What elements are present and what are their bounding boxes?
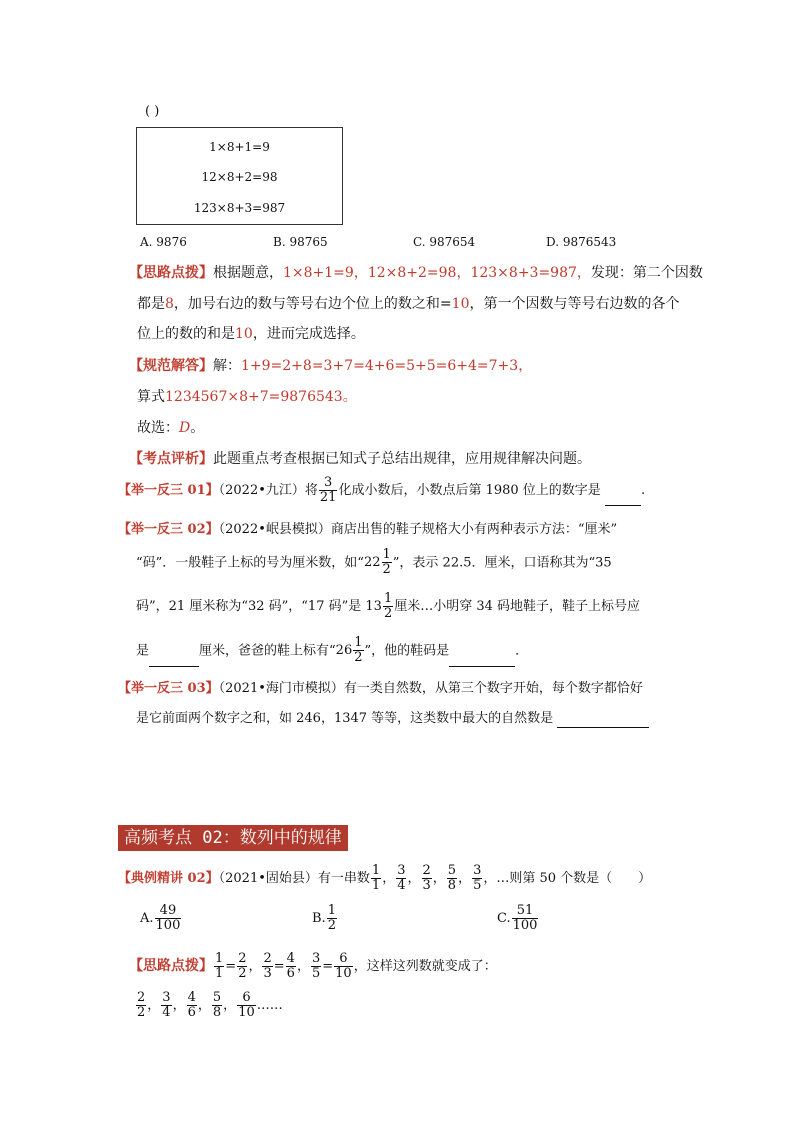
example-02-line3 xyxy=(136,592,640,622)
hint-text: 发现：第二个因数 xyxy=(590,265,703,281)
fraction-numerator: 1 xyxy=(382,547,391,562)
fraction xyxy=(237,952,247,981)
answer-line xyxy=(137,388,357,406)
ellipsis: …… xyxy=(256,998,283,1013)
fraction xyxy=(214,952,224,981)
answer-choice: D xyxy=(179,420,191,436)
fraction xyxy=(161,991,171,1020)
mixed-whole: 26 xyxy=(335,643,353,658)
example-text: ”，他的鞋码是 xyxy=(364,643,450,659)
example-02-line4 xyxy=(136,636,528,667)
example-text: ”，表示 22.5．厘米，口语称其为“35 xyxy=(392,555,612,571)
example-01 xyxy=(118,476,645,506)
fraction xyxy=(422,864,432,893)
example-source: （2021•固始县） xyxy=(218,871,318,886)
fraction-denominator: 5 xyxy=(311,966,321,981)
fraction-numerator: 1 xyxy=(354,635,363,650)
answer-blank[interactable] xyxy=(149,652,199,667)
section-banner: 高频考点 02：数列中的规律 xyxy=(118,825,348,851)
hint-tag: 【思路点拨】 xyxy=(129,265,213,281)
option-letter: C. xyxy=(497,911,511,926)
fraction-denominator: 2 xyxy=(354,650,363,665)
answer-paren: ( ) xyxy=(145,104,160,119)
example-text: 商店出售的鞋子规格大小有两种表示方法：“厘米” xyxy=(330,522,618,537)
fraction xyxy=(447,864,457,893)
example-text: 码”，21 厘米称为“32 码”，“17 码”是 13 xyxy=(136,599,382,614)
fraction xyxy=(212,991,222,1020)
fraction-numerator: 1 xyxy=(383,591,393,606)
hint-tag: 【思路点拨】 xyxy=(129,958,213,974)
fraction-denominator: 2 xyxy=(137,1005,146,1020)
option-a: A. 9876 xyxy=(140,235,187,249)
fraction-numerator: 2 xyxy=(137,990,146,1005)
hint-text: ，第一个因数与等号右边数的各个 xyxy=(469,296,680,312)
example-03-line2 xyxy=(136,710,649,728)
answer-blank[interactable] xyxy=(605,491,641,506)
fraction-numerator: 1 xyxy=(327,903,336,918)
fraction-numerator: 2 xyxy=(263,951,272,966)
example-02-line1 xyxy=(118,521,617,539)
fraction xyxy=(136,991,146,1020)
example-q2: 【典例精讲 02】（2021•固始县）有一串数 $\frac{1}{1}$ ， $\frac{3}{4}$ ， $\frac{2}{3}$ ， $\frac{5}{8}$ ， $\frac{3}{5}$ ，…则第 50 个数是（ ） xyxy=(118,863,652,893)
example-text: 厘米，爸爸的鞋上标有“ xyxy=(199,643,336,659)
q2-option-c xyxy=(497,904,539,934)
fraction xyxy=(311,952,321,981)
option-d: D. 9876543 xyxy=(546,235,617,249)
answer-paragraph xyxy=(129,357,532,375)
answer-text: 。 xyxy=(190,420,205,436)
fraction-numerator: 4 xyxy=(187,990,196,1005)
box-equation: 12×8+2=98 xyxy=(201,170,278,184)
fraction-numerator: 3 xyxy=(162,990,171,1005)
fraction-denominator: 8 xyxy=(212,1005,222,1020)
fraction-denominator: 3 xyxy=(422,878,431,893)
hint2-line1: 【思路点拨】 $\frac{1}{1}$ = $\frac{2}{2}$ ， $\frac{2}{3}$ = $\frac{4}{6}$ ， $\frac{3}{5}$ = $\frac{6}{10}$ ，这样这列数就变成了： xyxy=(129,951,497,981)
option-letter: B. xyxy=(312,911,326,926)
answer-blank[interactable] xyxy=(449,652,515,667)
hint-number: 8 xyxy=(165,296,174,312)
fraction-denominator: 2 xyxy=(327,918,336,933)
fraction-denominator: 10 xyxy=(335,966,352,981)
example-tag: 【典例精讲 02】 xyxy=(118,871,219,886)
mixed-whole: 22 xyxy=(363,555,381,570)
answer-text: 故选： xyxy=(137,420,179,436)
fraction-numerator: 4 xyxy=(286,951,295,966)
review-text: 此题重点考查根据已知式子总结出规律，应用规律解决问题。 xyxy=(213,451,591,467)
fraction-denominator: 2 xyxy=(382,562,391,577)
fraction-numerator: 5 xyxy=(212,990,222,1005)
fraction-denominator: 1 xyxy=(371,878,381,893)
fraction xyxy=(353,636,363,665)
fraction xyxy=(319,476,338,505)
fraction-denominator: 4 xyxy=(162,1005,171,1020)
example-source: （2021•海门市模拟） xyxy=(218,681,344,696)
option-c: C. 987654 xyxy=(413,235,476,249)
mixed-number xyxy=(364,548,393,578)
fraction-numerator: 49 xyxy=(155,904,182,919)
mixed-number xyxy=(336,636,365,666)
answer-equation: 1234567×8+7=9876543。 xyxy=(165,389,357,405)
hint-paragraph xyxy=(129,264,703,282)
hint-equations: 1×8+1=9，12×8+2=98，123×8+3=987， xyxy=(283,265,591,281)
q2-option-b xyxy=(312,904,338,934)
example-02-line2 xyxy=(136,548,612,579)
hint-text: ，这样这列数就变成了： xyxy=(353,959,497,974)
fraction xyxy=(383,592,393,621)
example-tag: 【举一反三 01】 xyxy=(118,483,219,498)
hint-number: 10 xyxy=(451,296,470,312)
fraction-denominator: 100 xyxy=(155,918,181,933)
fraction-numerator: 6 xyxy=(237,991,256,1006)
fraction xyxy=(472,864,482,893)
review-tag: 【考点评析】 xyxy=(129,451,213,467)
q2-option-a xyxy=(140,904,182,934)
hint-text: ，进而完成选择。 xyxy=(252,326,365,342)
example-text: 有一串数 xyxy=(317,871,370,886)
example-text: 化成小数后，小数点后第 1980 位上的数字是 xyxy=(338,483,601,498)
hint-text: ，加号右边的数与等号右边个位上的数之和= xyxy=(173,296,452,312)
fraction xyxy=(327,904,337,933)
option-letter: A. xyxy=(140,911,154,926)
fraction xyxy=(187,991,197,1020)
fraction-denominator: 3 xyxy=(263,966,272,981)
fraction-denominator: 6 xyxy=(286,966,295,981)
example-text: 将 xyxy=(304,483,318,498)
fraction xyxy=(396,864,406,893)
answer-text: 算式 xyxy=(137,389,165,405)
example-text: ． xyxy=(515,643,529,659)
fraction xyxy=(262,952,272,981)
example-source: （2022•九江） xyxy=(218,483,305,498)
fraction xyxy=(334,952,353,981)
fraction-numerator: 6 xyxy=(334,952,353,967)
fraction-denominator: 4 xyxy=(397,878,406,893)
fraction-denominator: 6 xyxy=(187,1005,196,1020)
example-text: 有一类自然数，从第三个数字开始，每个数字都恰好 xyxy=(343,681,643,696)
hint-text: 都是 xyxy=(137,296,165,312)
answer-equation: 1+9=2+8=3+7=4+6=5+5=6+4=7+3， xyxy=(241,358,533,374)
hint-line xyxy=(137,295,679,313)
fraction-denominator: 2 xyxy=(238,966,247,981)
hint2-line2: $\frac{2}{2}$ ， $\frac{3}{4}$ ， $\frac{4}{6}$ ， $\frac{5}{8}$ ， $\frac{6}{10}$ …… xyxy=(137,990,283,1020)
fraction-denominator: 5 xyxy=(473,878,482,893)
example-tag: 【举一反三 03】 xyxy=(118,681,219,696)
answer-blank[interactable] xyxy=(557,713,649,728)
fraction-denominator: 8 xyxy=(447,878,457,893)
answer-tag: 【规范解答】 xyxy=(129,358,213,374)
example-03-line1 xyxy=(118,680,643,698)
fraction-numerator: 3 xyxy=(397,863,406,878)
example-text: ，…则第 50 个数是（ ） xyxy=(483,871,652,886)
fraction-numerator: 5 xyxy=(447,863,457,878)
example-text: 是它前面两个数字之和，如 246，1347 等等，这类数中最大的自然数是 xyxy=(136,711,554,726)
fraction xyxy=(371,864,381,893)
fraction-numerator: 1 xyxy=(215,951,224,966)
answer-line xyxy=(137,419,204,437)
fraction-numerator: 2 xyxy=(422,863,431,878)
fraction-denominator: 21 xyxy=(319,490,337,505)
box-equation: 123×8+3=987 xyxy=(193,201,286,215)
fraction-denominator: 1 xyxy=(215,966,224,981)
fraction-denominator: 10 xyxy=(238,1005,255,1020)
fraction xyxy=(512,904,539,933)
hint-number: 10 xyxy=(235,326,253,342)
fraction xyxy=(155,904,182,933)
example-source: （2022•岷县模拟） xyxy=(218,522,331,537)
equation-box xyxy=(136,127,343,225)
example-text: 是 xyxy=(136,643,150,659)
fraction-numerator: 3 xyxy=(311,951,321,966)
fraction-denominator: 2 xyxy=(383,606,393,621)
review-paragraph xyxy=(129,450,591,468)
hint-text: 位上的数的和是 xyxy=(137,326,235,342)
fraction xyxy=(286,952,296,981)
box-equation: 1×8+1=9 xyxy=(209,140,270,154)
fraction xyxy=(382,548,392,577)
fraction-denominator: 100 xyxy=(512,918,538,933)
hint-line xyxy=(137,325,365,343)
option-b: B. 98765 xyxy=(273,235,328,249)
example-text: 厘米…小明穿 34 码地鞋子，鞋子上标号应 xyxy=(394,599,641,614)
fraction-numerator: 3 xyxy=(319,476,338,491)
answer-text: 解： xyxy=(213,358,241,374)
fraction-numerator: 3 xyxy=(473,863,482,878)
example-text: . xyxy=(640,483,646,498)
fraction xyxy=(237,991,256,1020)
example-tag: 【举一反三 02】 xyxy=(118,522,219,537)
fraction-numerator: 1 xyxy=(371,863,381,878)
fraction-numerator: 2 xyxy=(238,951,247,966)
hint-text: 根据题意， xyxy=(213,265,283,281)
example-text: “码”．一般鞋子上标的号为厘米数，如“ xyxy=(136,555,364,571)
fraction-numerator: 51 xyxy=(512,904,539,919)
